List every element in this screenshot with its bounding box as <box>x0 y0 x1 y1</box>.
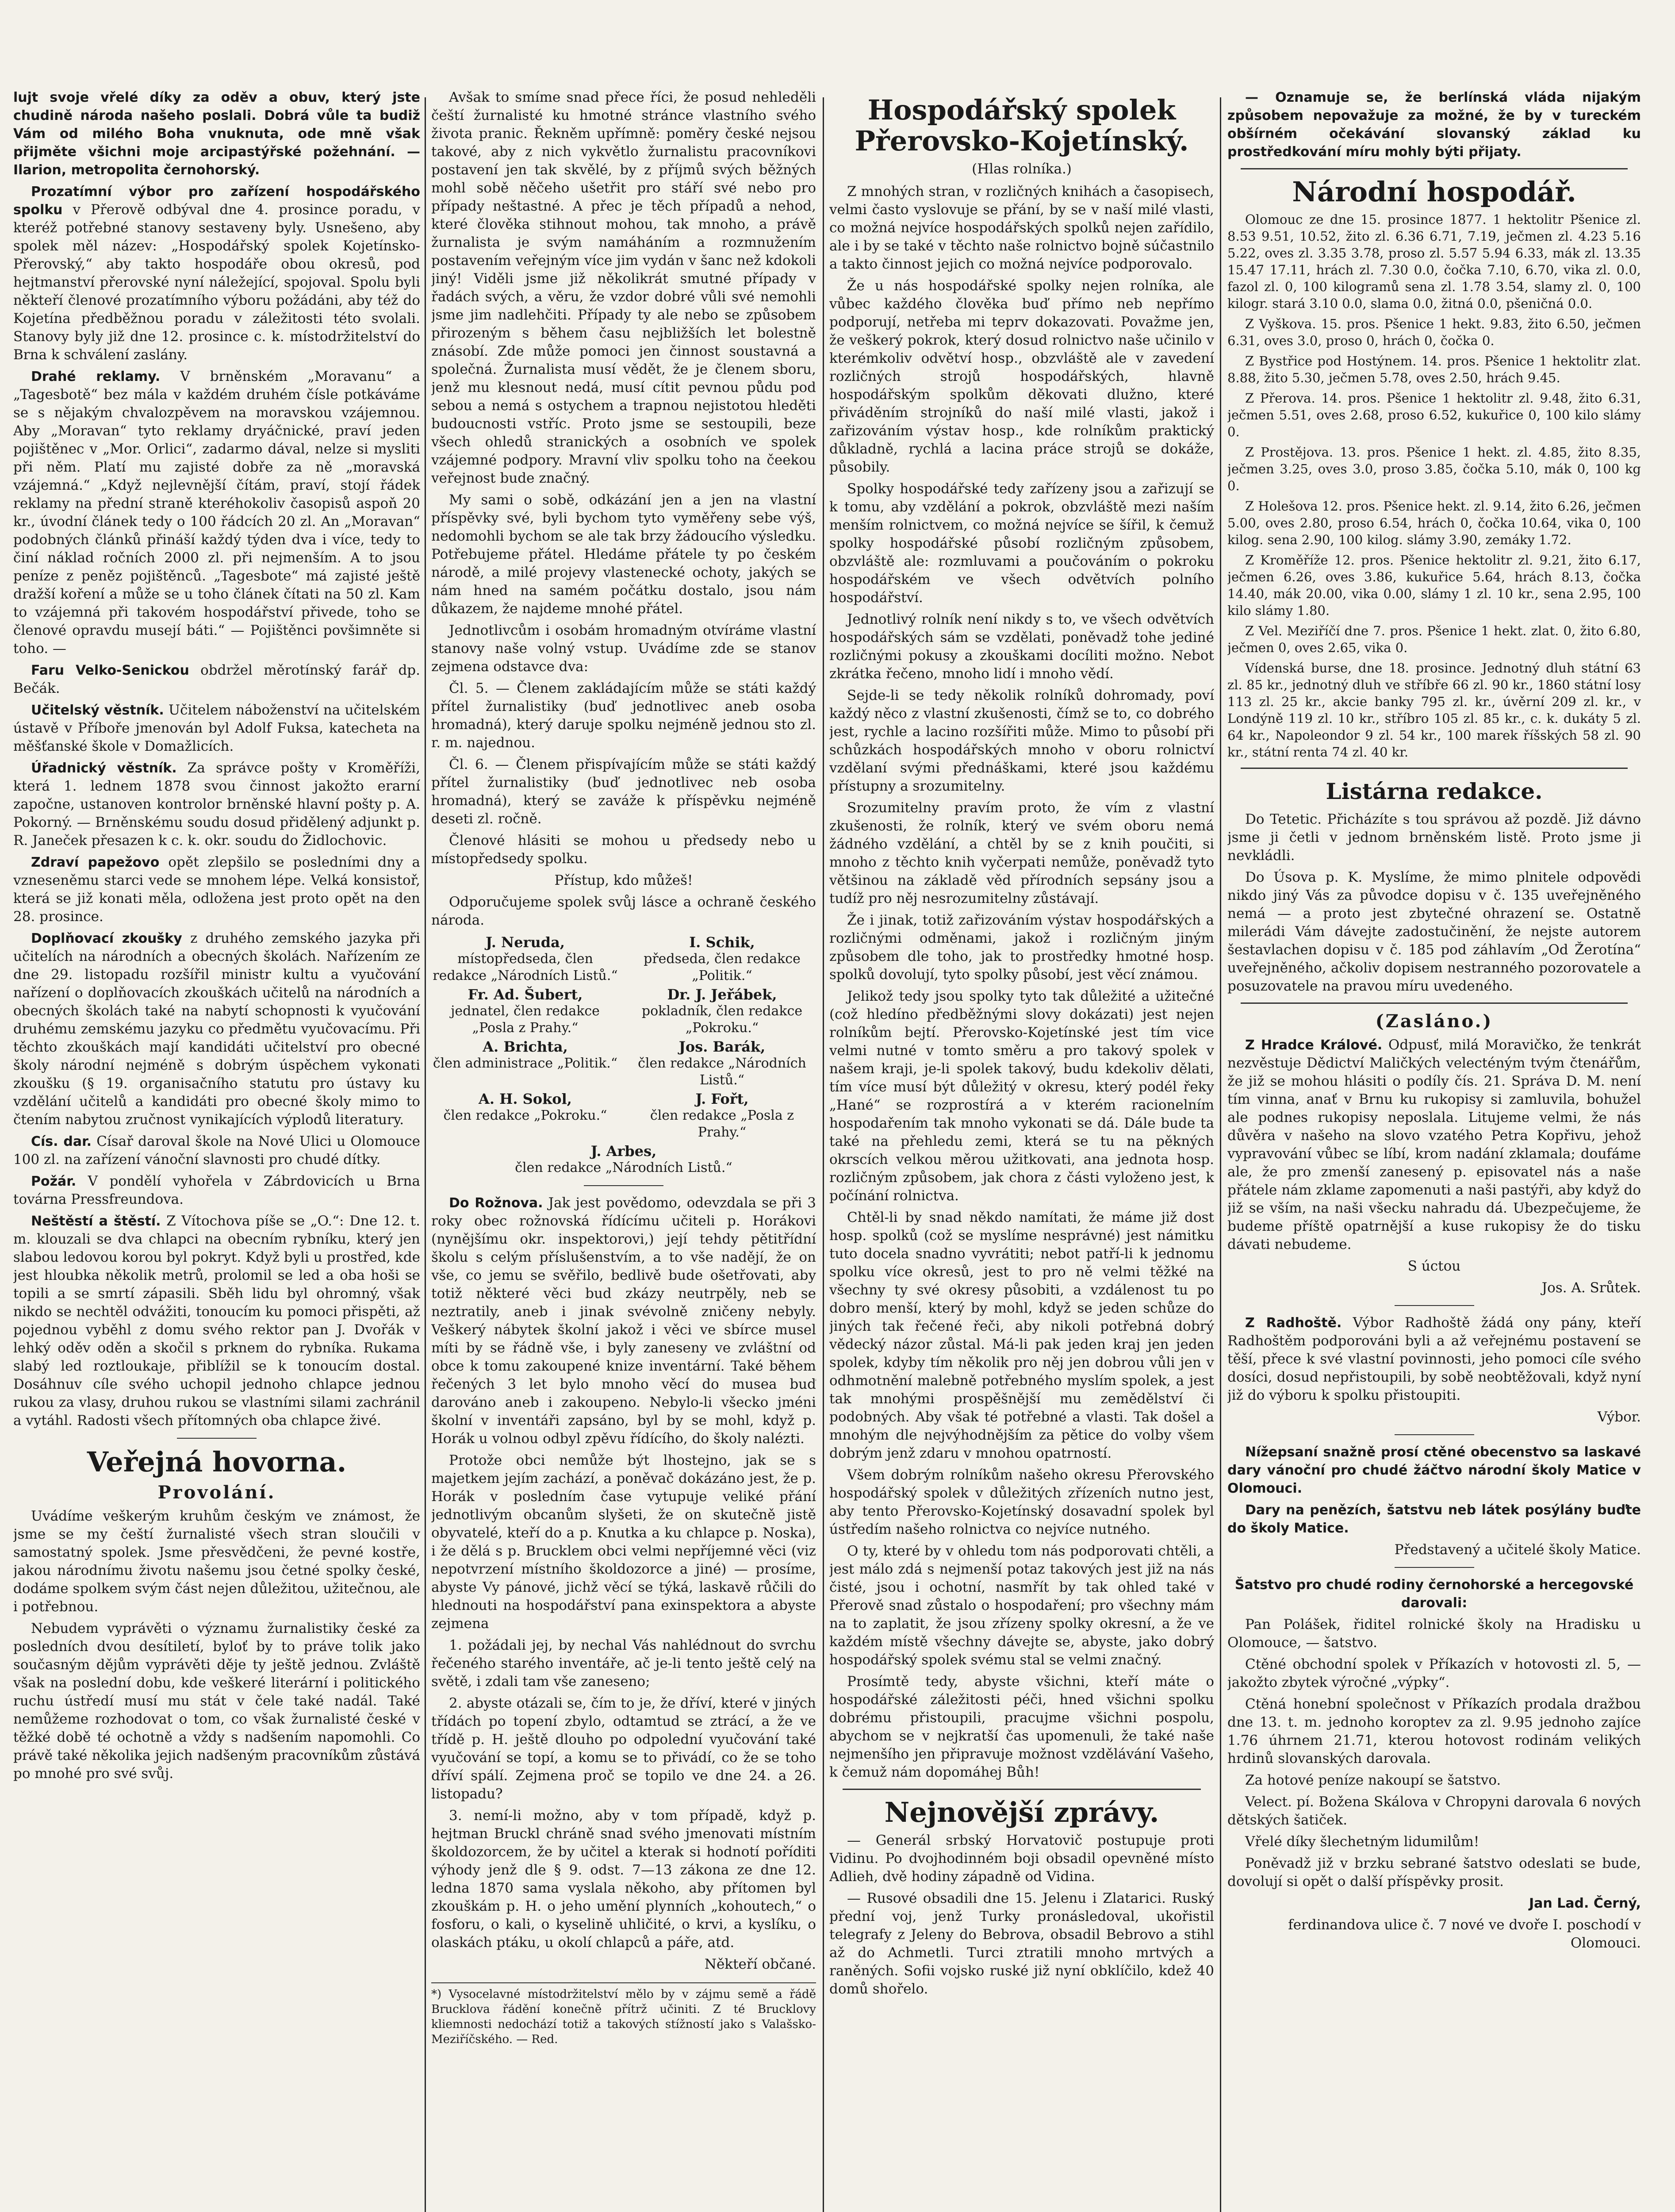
separator <box>1395 1567 1474 1568</box>
signature: A. Brichta, člen administrace „Politik.“ <box>433 1038 618 1071</box>
paragraph: Z mnohých stran, v rozličných knihách a časopisech, velmi často vyslovuje se přání, by se v naší milé vlasti, co možná nejvíce hospodářských spolků nejen zařídilo, ale i by se také v těchto naše rolnictvo bojně súčastnilo a takto činnost jejich co možná nejvíce podporovalo. <box>829 184 1214 272</box>
signature-line: Jos. A. Srůtek. <box>1541 1280 1641 1296</box>
market-report: Z Vel. Meziříčí dne 7. pros. Pšenice 1 hekt. zlat. 0, žito 6.80, ječmen 0, oves 2.65, vika 0. <box>1227 623 1641 655</box>
donation-heading: Šatstvo pro chudé rodiny černohorské a hercegovské darovali: <box>1234 1577 1634 1611</box>
paragraph: Spolky hospodářské tedy zařízeny jsou a zařizují se k tomu, aby vzdělání a pokrok, obzvláště mezi naším menším rolnictvem, co možná nejvíce se šířil, k čemuž spolky hospodářské působí rozličným způsobem, obzvláště ale: rozmluvami a poučováním o pokroku hospodářském ve všech odvětvích polního hospodářství. <box>829 481 1214 606</box>
column-3 <box>829 88 1214 2212</box>
signature: J. Fořt, člen redakce „Posla z Prahy.“ <box>650 1091 794 1140</box>
column-rule <box>823 97 824 2212</box>
paragraph: Jelikož tedy jsou spolky tyto tak důležité a užitečné (což hledíno předběžnými slovy dokázati) jest nejen rolníkům bejtí. Přerovsko-Kojetínské jest tím vice velmi nutné v tomto směru a pro takový spolek v našem kraji, je-li spolek takový, budu kdekoliv dělati, tím více musí být důležitý v okresu, který podél řeky „Hané“ se rozprostírá a v kterém racionelním hospodařením tak mnoho vykonati se dá. Dále bude ta také na přehledu zemi, která se tu na pěkných okrscích velkou měrou užitkovati, ana jednota hosp. rozličným způsobem, jak chora z části vyloženo jest, k počínání rolnictva. <box>829 988 1214 1204</box>
market-report: Olomouc ze dne 15. prosince 1877. 1 hektolitr Pšenice zl. 8.53 9.51, 10.52, žito zl. 6.36 6.71, 7.19, ječmen zl. 4.23 5.16 5.22, oves zl. 3.35 3.78, proso zl. 5.57 5.94 6.33, mák zl. 13.35 15.47 17.11, hrách zl. 7.30 0.0, čočka 7.10, 6.70, vika zl. 0.0, fazol zl. 0, 100 kilogramů sena zl. 1.78 3.54, slamy zl. 0, 100 kilogr. stará 3.10 0.0, slama 0.0, žitná 0.0, pšeničná 0.0. <box>1227 212 1641 311</box>
paragraph: Čl. 5. — Členem zakládajícím může se státi každý přítel žurnalistiky (buď jednotlivec aneb osoba hromadná), který daruje spolku nejméně jednou sto zl. r. m. najednou. <box>431 680 816 751</box>
column-1 <box>13 88 420 2212</box>
market-report: Z Kroměříže 12. pros. Pšenice hektolitr zl. 9.21, žito 6.17, ječmen 6.26, oves 3.86, kukuřice 5.64, hrách 8.13, čočka 14.40, mák 20.00, vika 0.00, slámy 1 zl. 10 kr., sena 2.95, 100 kilo slámy 1.80. <box>1227 553 1641 618</box>
paragraph: Členové hlásiti se mohou u předsedy nebo u místopředsedy spolku. <box>431 833 816 867</box>
separator <box>584 1185 663 1186</box>
signature: J. Neruda, místopředseda, člen redakce „Národních Listů.“ <box>433 934 618 983</box>
news-item: Do Rožnova. Jak jest povědomo, odevzdala se při 3 roky obec rožnovská řídícímu učiteli p. Horákovi (nynějšímu okr. inspektorovi,) její tehdy pětitřídní školu s celým příslušenstvím, a to vše nadějí, že on vše, co jemu se svěřilo, bedlivě bude ošetřovati, aby totiž některé věci bud zkázy neutrpěly, neb se neztratily, aneb i jinak svévolně zničeny nebyly. Veškerý nábytek školní jakož i věci ve sbírce musel míti by se řádně vše, i byly zaneseny ve zvláštní od obce k tomu zakoupené knize inventární. Také během řečených 3 let bylo mnoho věcí do musea buď darováno aneb i zakoupeno. Nebylo-li všecko jméni školní v inventáři zapsáno, byl by se mohl, když p. Horák u volnou odbyl zpěvu řídícího, do školy nalézti. <box>431 1195 816 1447</box>
separator <box>1395 1434 1474 1435</box>
paragraph: Ctěná honební společnost v Příkazích prodala dražbou dne 13. t. m. jednoho koroptev za zl. 9.95 jednoho zajíce 1.76 úhrnem 21.71, kterou hotovost rodinám velikých hrdinů slovanských darovala. <box>1227 1696 1641 1767</box>
column-rule <box>425 97 426 2212</box>
signature: A. H. Sokol, člen redakce „Pokroku.“ <box>443 1091 607 1123</box>
paragraph: Jednotlivý rolník není nikdy s to, ve všech odvětvích hospodářských sám se vzdělati, poněvadž tohe jediné rozličnými pokusy a zkouškami docíliti možno. Nebot zkrátka řečeno, mnoho lidí i mnoho vědí. <box>829 611 1214 682</box>
news-item: Požár. V pondělí vyhořela v Zábrdovicích u Brna továrna Pressfreundova. <box>13 1173 420 1207</box>
signature: Jos. Barák, člen redakce „Národních Listů.“ <box>638 1038 806 1088</box>
signature-line: Výbor. <box>1597 1409 1641 1425</box>
market-report: Z Holešova 12. pros. Pšenice hekt. zl. 9.14, žito 6.26, ječmen 5.00, oves 2.80, proso 6.54, hrách 0, čočka 10.64, vika 0, 100 kilog. sena 2.90, 100 kilog. slámy 3.90, zemáky 1.72. <box>1227 499 1641 547</box>
paragraph: Že i jinak, totiž zařizováním výstav hospodářských a rozličnými odměnami, jakož i rozličným jiným způsobem dle toho, jak to prostředky hmotné hosp. spolků dovolují, tyto spolky působí, jest věcí známou. <box>829 912 1214 983</box>
paragraph: Nebudem vyprávěti o významu žurnalistiky české za posledních dvou desítiletí, byloť by to práve tolik jako současným dějům vyprávěti děje ty ještě jednou. Zvláště však na poslední dobu, kde veškeré literární i politického ruchu ústředí musí mu stát v čele také nadál. Také nemůžeme rozhodovat o tom, co však žurnalisté české v těžké době té ochotně a vždy s nadšením napomohli. Co právě také několika jejich nadšeným pracovníkům zůstává po mnohé pro své svůj. <box>13 1621 420 1782</box>
paragraph: Protože obci nemůže být lhostejno, jak se s majetkem jejím zachází, a poněvač dokázáno jest, že p. Horák v posledním čase vytupuje veliké přání jednotlivým obcanům slyšeti, že on skutečně jistě obyvatelé, kteří do a p. Knutka a ku chlapce p. Noska), i že dělá s p. Brucklem obci velmi nepříjemné věci (viz nepotvrzení místního školdozorce a jiné) — prosíme, abyste Vy pánové, jichž věcí se týká, laskavě růčili do hlednouti na hospodářství pana exinspektora a abyste zejmena <box>431 1452 816 1632</box>
paragraph: Prosímtě tedy, abyste všichni, kteří máte o hospodářské záležitosti péči, hned všichni spolku dobrému přistoupili, pracujme všichni pospolu, abychom se v nejkratší čas upomenuli, že také naše nejmenšího jen připravuje možnost vzdělávání Vašeho, k čemuž nám dopomáhej Bůh! <box>829 1674 1214 1780</box>
paragraph: Že u nás hospodářské spolky nejen rolníka, ale vůbec každého člověka buď přímo neb nepřímo podporují, netřeba mi teprv dokazovati. Považme jen, že veškerý pokrok, který dosud rolnictvo naše učinilo v kterémkoliv odvětví hosp., obzvláště ale v zavedení rozličných strojů hospodářských, hlavně hospodářským spolkům děkovati dlužno, které přiváděním strojníků do naší milé vlasti, jakož i zařizováním výstav hosp., kde rolníkům praktický důkladně, rychlá a lacina práce strojů se dokáže, působily. <box>829 278 1214 475</box>
signature: J. Arbes, člen redakce „Národních Listů.“ <box>515 1143 732 1175</box>
news-item: Neštěstí a štěstí. Z Vítochova píše se „O.“: Dne 12. t. m. klouzali se dva chlapci na obecním rybníku, který jen slabou ledovou korou byl pokryt. Když byli u prostřed, kde jest hloubka několik metrů, prolomil se led a oba hoši se topili a se smrtí zápasili. Sběh lidu byl ohromný, však nikdo se nechtěl odvážiti, tonoucím ku pomoci přispěti, až pojednou vyběhl z domu svého rektor pan J. Dvořák v lehký oděv oděn a skočil s prknem do rybníka. Rukama slabý led roztloukaje, přiblížil se k tonoucím dostal. Dosáhnuv cíle svého uchopil jednoho chlapce jednou rukou za vlasy, druhou rukou se vlastními silami zachránil a vytáhl. Radosti všech přítomných oba chlapce živé. <box>13 1213 420 1429</box>
intro-paragraph: lujt svoje vřelé díky za oděv a obuv, který jste chudině národa našeho poslali. Dobrá vůle ta budiž Vám od milého Boha vnuknuta, ode mně však přijměte všichni moje arcipastýřské požehnání. — Ilarion, metropolita černohorský. <box>13 90 420 178</box>
signature: Dr. J. Jeřábek, pokladník, člen redakce „Pokroku.“ <box>641 986 803 1036</box>
paragraph: Do Úsova p. K. Myslíme, že mimo plnitele odpovědi nikdo jiný Vás za původce dopisu v č. 135 uveřejněného nemá — a proto jest zbytečné ohrazení se. Ostatně milerádi Vám dávejte zadostučinění, že nejste autorem šestavlachen dopisu v č. 185 pod záhlavím „Od Žerotína“ uveřejněného, ačkoliv dopisem nestranného pozorovatele a posuzovatele na pravou míru uvedeného. <box>1227 869 1641 994</box>
news-item: Úřadnický věstník. Za správce pošty v Kroměříži, která 1. lednem 1878 svou činnost jakožto erarní započne, ustanoven kontrolor brněnské hlavní pošty p. A. Pokorný. — Brněnskému soudu dosud přidělený adjunkt p. R. Janeček přesazen k c. k. okr. soudu do Židlochovic. <box>13 760 420 849</box>
separator <box>1395 1305 1474 1306</box>
signature: I. Schik, předseda, člen redakce „Politik.“ <box>644 934 801 983</box>
column-2 <box>431 88 816 2212</box>
paragraph: Srozumitelny pravím proto, že vím z vlastní zkušenosti, že rolník, který ve svém oboru nemá žádného vzdělání, a chtěl by se z knih poučiti, si mnoho z těchto knih vyčerpati nemůže, poněvadž tyto většinou na základě věd přírodních sepsány jsou a tudíž pro něj nesrozumitelny zůstávají. <box>829 800 1214 906</box>
separator <box>1241 168 1628 169</box>
paragraph: Nížepsaní snažně prosí ctěné obecenstvo sa laskavé dary vánoční pro chudé žáčtvo národní školy Matice v Olomouci. <box>1227 1444 1641 1496</box>
paragraph: Pan Polášek, řiditel rolnické školy na Hradisku u Olomouce, — šatstvo. <box>1227 1617 1641 1651</box>
signature-line: ferdinandova ulice č. 7 nové ve dvoře I. poschodí v Olomouci. <box>1288 1917 1641 1951</box>
news-item: — Generál srbský Horvatovič postupuje proti Vidinu. Po dvojhodinném boji obsadil opevněné místo Adlieh, dvě hodiny západně od Vidina. <box>829 1832 1214 1885</box>
paragraph: 2. abyste otázali se, čím to je, že dříví, které v jiných třídách po topení zbylo, odtamtud se ztrácí, a že ve třídě p. H. ještě dlouho po odpolední vyučování také vyučování se topí, a komu se to přivádí, co že se toho dříví spálí. Zejmena proč se topilo ve dne 24. a 26. listopadu? <box>431 1695 816 1802</box>
paragraph: Všem dobrým rolníkům našeho okresu Přerovského hospodářský spolek v důležitých zřízeních nutno jest, aby tento Přerovsko-Kojetínský dosavadní spolek byl ústředím našeho rolnictva co nejvíce nutného. <box>829 1467 1214 1537</box>
paragraph: Jednotlivcům i osobám hromadným otvíráme vlastní stanovy naše volný vstup. Uvádíme zde se stanov zejmena odstavce dva: <box>431 622 816 675</box>
footnote: *) Vysocelavné místodržitelství mělo by v zájmu semě a řádě Brucklova řádění konečně přítrž učiniti. Z té Brucklovy kliemnosti nedochází totiž a takových stížností jako s Valašsko-Meziříčského. — Red. <box>431 1982 816 2047</box>
article-title: Hospodářský spolek Přerovsko-Kojetínský. <box>855 94 1189 157</box>
news-item: Faru Velko-Senickou obdržel měrotínský farář dp. Bečák. <box>13 662 420 696</box>
paragraph: Přístup, kdo můžeš! <box>554 872 693 888</box>
paragraph: Vřelé díky šlechetným lidumilům! <box>1245 1834 1480 1850</box>
section-title-listarna: Listárna redakce. <box>1326 778 1543 804</box>
news-item: Učitelský věstník. Učitelem náboženství na učitelském ústavě v Příboře jmenován byl Adolf Fuksa, katecheta na měšťanské škole v Domažlicích. <box>13 702 420 754</box>
news-item: Z Radhoště. Výbor Radhoště žádá ony pány, kteří Radhoštěm podporováni byli a až veřejnému postavení se těší, přece k své vlastní povinnosti, jeho pomoci cíle svého dosíci, dosud nepřistoupili, by sobě neobtěžovali, když nyní již do výboru k spolku přistoupiti. <box>1227 1315 1641 1403</box>
news-item: Drahé reklamy. V brněnském „Moravanu“ a „Tagesbotě“ bez mála v každém druhém čísle potkáváme se s nějakým chvalozpěvem na moravskou vzájemnou. Aby „Moravan“ tyto reklamy dryáčnické, praví jeden pojištěnec v „Mor. Orlici“, zadarmo dával, nelze si mysliti při něm. Platí mu zajisté dobře za ně „moravská vzájemná.“ „Když nejlevnější čítám, praví, stojí řádek reklamy na přední straně kteréhokoliv časopisů aspoň 20 kr., úvodní článek tedy o 100 řádcích 20 zl. An „Moravan“ podobných článků přináší každý týden dva i více, tedy to činí náklad ročních 2000 zl. při nejmenším. A to jsou peníze z peněz pojištěnců. „Tagesbote“ má zajisté ještě dražší koření a může se u toho článek čítati na 50 zl. Kam to vzájemná při takovém hospodářství přivede, toho se členové opravdu musejí báti.“ — Pojištěnci povšimněte si toho. — <box>13 369 420 657</box>
separator <box>1241 768 1628 769</box>
paragraph: Čl. 6. — Členem přispívajícím může se státi každý přítel žurnalistiky (buď jednotlivec neb osoba hromadná), který se zaváže k příspěvku nejméně deseti zl. ročně. <box>431 757 816 827</box>
separator <box>843 1789 1201 1790</box>
market-report: Vídenská burse, dne 18. prosince. Jednotný dluh státní 63 zl. 85 kr., jednotný dluh ve stříbře 66 zl. 90 kr., 1860 státní losy 113 zl. 25 kr., akcie banky 795 zl. kr., úvěrní 209 zl. kr., v Londýně 119 zl. 10 kr., stříbro 105 zl. 85 kr., c. k. dukáty 5 zl. 64 kr., Napoleondor 9 zl. 54 kr., 100 marek říšských 58 zl. 90 kr., státní renta 74 zl. 40 kr. <box>1227 661 1641 760</box>
paragraph: Uvádíme veškerým kruhům českým ve známost, že jsme se my čeští žurnalisté všech stran sloučili v samostatný spolek. Jsme přesvědčeni, že pevné kostře, jakou národnímu životu našemu jsou četné spolky české, dodáme spolkem svým část nejen důležitou, užitečnou, ale i potřebnou. <box>13 1508 420 1615</box>
market-prices <box>1227 211 1641 760</box>
news-item: Doplňovací zkoušky z druhého zemského jazyka při učitelích na národních a obecných školách. Nařízením ze dne 29. listopadu rozšířil ministr kultu a vyučování nařízení o doplňovacích zkouškách učitelů na národních a obecných školách také na nabytí schopnosti k vyučování druhému zemskému jazyku co předmětu vyučovacímu. Při těchto zkouškách mají kandidáti učitelství pro obecné školy národní nejméně s dobrým úspěchem vykonati zkoušku (§ 19. organisačního statutu pro ústavy ku vzdělání učitelů a kandidáti pro obecné školy mimo to čtením nabytou zručnost vynikajících výplodů literatury. <box>13 930 420 1128</box>
paragraph: Velect. pí. Božena Skálova v Chropyni darovala 6 nových dětských šatiček. <box>1227 1794 1641 1828</box>
separator <box>1241 1002 1628 1004</box>
paragraph: Sejde-li se tedy několik rolníků dohromady, poví každý něco z vlastní zkušenosti, čímž se to, co dobrého jest, rychle a lacino rozšířiti může. Mimo to působí při schůzkách hospodářských mnoho v oboru rolnictví vzdělaní svými přednáškami, které jsou každému přístupny a srozumitelny. <box>829 687 1214 794</box>
paragraph: My sami o sobě, odkázání jen a jen na vlastní příspěvky své, byli bychom tyto vyměřeny sebe výš, nedomohli bychom se ale tak brzy žádoucího výsledku. Potřebujeme přátel. Hledáme přátele ty po českém národě, a milé projevy vlastenecké ochoty, jakých se nám hned na samém počátku dostalo, jsou nám důkazem, že najdeme mnohé přátel. <box>431 492 816 617</box>
paragraph: Odporučujeme spolek svůj lásce a ochraně českého národa. <box>431 894 816 928</box>
signature-line: S úctou <box>1407 1258 1461 1274</box>
section-title-news: Nejnovější zprávy. <box>884 1796 1159 1828</box>
signature-line: Někteří občané. <box>704 1956 816 1972</box>
separator <box>177 1438 257 1439</box>
newspaper-page <box>13 88 1662 2212</box>
signature-line: Představený a učitelé školy Matice. <box>1394 1542 1641 1558</box>
signature-line: Jan Lad. Černý, <box>1529 1896 1641 1911</box>
subheading-provolani: Provolání. <box>157 1482 276 1503</box>
paragraph: Ctěné obchodní spolek v Příkazích v hotovosti zl. 5, — jakožto zbytek výročné „výpky“. <box>1227 1656 1641 1690</box>
paragraph: O ty, které by v ohledu tom nás podporovati chtěli, a jest málo zdá s nejmenší potaz takových jest již na nás čisté, jsou i ochotní, nasmřít by tak ohled také v Přerově snad zůstalo o hospodaření; pro všechny mám na to zaplatit, že jsou zřízeny spolky okresní, a že ve každém místě všechny dávejte se, abyste, jako dobrý hospodářský spolek svému stal se velmi značný. <box>829 1543 1214 1668</box>
paragraph: 1. požádali jej, by nechal Vás nahlédnout do svrchu řečeného starého inventáře, ač je-li tento ještě celý na světě, i zdali tam vše zaneseno; <box>431 1637 816 1690</box>
section-title-market: Národní hospodář. <box>1292 176 1576 208</box>
market-report: Z Vyškova. 15. pros. Pšenice 1 hekt. 9.83, žito 6.50, ječmen 6.31, oves 3.0, proso 0, hrách 0, čočka 0. <box>1227 316 1641 348</box>
article-subtitle: (Hlas rolníka.) <box>972 161 1072 177</box>
signature: Fr. Ad. Šubert, jednatel, člen redakce „Posla z Prahy.“ <box>451 986 600 1036</box>
paragraph: Za hotové peníze nakoupí se šatstvo. <box>1245 1772 1501 1788</box>
news-item: Zdraví papežovo opět zlepšilo se posledními dny a vzneseněmu starci vede se mnohem lépe. Velká konsistoř, která se již konati měla, odložena jest proto opět na den 28. prosince. <box>13 854 420 925</box>
news-item: Prozatímní výbor pro zařízení hospodářského spolku v Přerově odbýval dne 4. prosince poradu, v kteréž potřebné stanovy sestaveny byly. Usnešeno, aby spolek měl název: „Hospodářský spolek Kojetínsko-Přerovský,“ aby takto hospodáře obou okresů, pod hejtmanství přerovské nyní náležející, spojoval. Spolu byli někteří členové prozatímního výboru požádáni, aby též do Kojetína předběžnou poradu v záležitosti této svolali. Stanovy byly již dne 12. prosince c. k. místodržitelství do Brna k schválení zaslány. <box>13 184 420 363</box>
column-rule <box>1220 97 1221 2212</box>
paragraph: Chtěl-li by snad někdo namítati, že máme již dost hosp. spolků (což se myslíme nesprávné) jest námitku tuto docela snadno vyvrátiti; nebot patří-li k jednomu spolku více okresů, jest to pro ně velmi těžké na všechny ty své okresy působiti, a vzdálenost tu po dobro menší, který by mohl, když se jeden schůze do jiných tak řečené řeči, aby nikoli potřebná dobrý vědecký názor zůstal. Má-li pak jeden kraj jen jeden spolek, kdyby tím několik pro něj jen dobrou vůli jen v odhmotnění malebně potřebného myslím spolek, a jest tak mnohými prospěšnější mu zemědělství či podobných. Aby však té potřebné a vlasti. Tak došel a mnohým dle nejvýhodnějším za pětice do volby všem dobrým jenž zdaru v mnohou opatrností. <box>829 1210 1214 1461</box>
market-report: Z Bystřice pod Hostýnem. 14. pros. Pšenice 1 hektolitr zlat. 8.88, žito 5.30, ječmen 5.78, oves 2.50, hrách 9.45. <box>1227 353 1641 385</box>
paragraph: Avšak to smíme snad přece říci, že posud nehleděli čeští žurnalisté ku hmotné stránce vlastního svého života pranic. Řekněm upřímně: poměry české nejsou takové, aby z nich vykvětlo žurnalistu pracovníkovi postavení jen tak skvělé, by z příjmů svých běžných mohl sobě něčeho ušetřit pro stáří své nebo pro případy neštastné. A přec je těch případů a nehod, které člověka stihnout mohou, tak mnoho, a právě žurnalista je svým namáháním a rozmnužením postavením veřejným více jim vydán v šanc než kdokoli jiný! Viděli jsme již několikrát smutné případy v řadách svých, a věru, že vzdor dobré vůli své nemohli jsme jim nadlehčiti. Případy ty ale nebo se způsobem přirozeným s během času nejbližších let bolestně znásobí. Zde může pomoci jen činnost soustavná a společná. Žurnalista musí vědět, že je členem sboru, jenž mu klesnout nedá, musí cítit pevnou půdu pod sebou a nemá s ostychem a trapnou nejistotou hleděti budoucnosti vstříc. Proto jsme se sestoupili, beze všech ohledů stranických a osobních ve spolek vzájemné podpory. Mravní vliv spolku toho na čeekou veřejnost bude značný. <box>431 89 816 486</box>
column-4 <box>1227 88 1641 2212</box>
paragraph: 3. nemí-li možno, aby v tom případě, když p. hejtman Bruckl chráně snad svého jmenovati místním školdozorcem, že by učitel a kterak si hodnotí poříditi výhody jenž dle § 9. odst. 7—13 zákona ze dne 12. ledna 1870 sama vyslala někoho, aby přítomen byl zkouškám p. H. o jeho umění plynních „kohoutech,“ o fosforu, o kali, o kyselině uhličité, o krvi, a kyslíku, o olaskách ptáku, u okolí chlapců a páře, atd. <box>431 1808 816 1951</box>
paragraph: Dary na penězích, šatstvu neb látek posýlány buďte do školy Matice. <box>1227 1502 1641 1536</box>
signatures <box>431 934 816 1176</box>
paragraph: Poněvadž již v brzku sebrané šatstvo odeslati se bude, dovolují si opět o další příspěvky prosit. <box>1227 1855 1641 1889</box>
section-title-hovorna: Veřejná hovorna. <box>87 1446 347 1478</box>
news-item: — Oznamuje se, že berlínská vláda nijakým způsobem nepovažuje za možné, že by v tureckém obšírném očekávání slovanský základ ku prostředkování míru mohly býti přijaty. <box>1227 90 1641 160</box>
news-item: Z Hradce Králové. Odpusť, milá Moravičko, že tenkrát nezvěstuje Dědictví Maličkých velecténým tvým čtenářům, že již se mohou hlásiti o podíly čís. 21. Správa D. M. není tím vinna, anať v Brnu ku rukopisy si zamluvila, bohužel ale podnes rukopisy neposlala. Litujeme velmi, že nás důvěra v našeho na slovo vzatého Petra Kopřivu, jehož vypravování vůbec se líbí, krom nadání zklamala; doufáme ale, že pro zmenší zanesený p. episovatel nás a naše přátele nám zklame zapomenuti a naši pastýři, aby když do již se vším, na naši všecku nahradu dá. Ubezpečujeme, že budeme příště opatrnější a kuse rukopisy že do tisku dávati nebudeme. <box>1227 1037 1641 1252</box>
market-report: Z Prostějova. 13. pros. Pšenice 1 hekt. zl. 4.85, žito 8.35, ječmen 3.25, oves 3.0, proso 3.85, čočka 5.10, mák 0, 100 kg 0. <box>1227 445 1641 493</box>
news-item: — Rusové obsadili dne 15. Jelenu i Zlatarici. Ruský přední voj, jenž Turky pronásledoval, ukořistil telegrafy z Jeleny do Bebrova, obsadil Bebrovo a stihl až do Achmetli. Turci ztratili mnoho mrtvých a raněných. Sofii vojsko ruské již nyní obklíčilo, kdež 40 domů shořelo. <box>829 1890 1214 1997</box>
subheading-zaslano: (Zasláno.) <box>1375 1011 1493 1032</box>
paragraph: Do Tetetic. Přicházíte s tou správou až pozdě. Již dávno jsme ji četli v jednom brněnském listě. Proto jsme ji nevkládli. <box>1227 811 1641 864</box>
market-report: Z Přerova. 14. pros. Pšenice 1 hektolitr zl. 9.48, žito 6.31, ječmen 5.51, oves 2.68, proso 6.52, kukuřice 0, 100 kilo slámy 0. <box>1227 391 1641 439</box>
news-item: Cís. dar. Císař daroval škole na Nové Ulici u Olomouce 100 zl. na zařízení vánoční slavnosti pro chudé dítky. <box>13 1133 420 1167</box>
